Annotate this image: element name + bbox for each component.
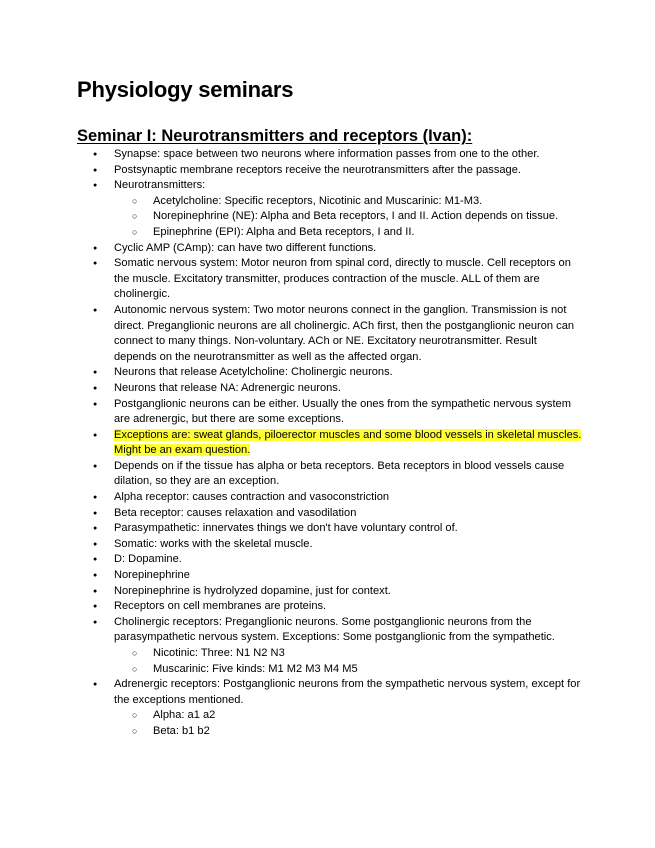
list-item-text: Cyclic AMP (CAmp): can have two different functions.: [114, 241, 377, 254]
list-item: [77, 599, 582, 615]
list-item-text: Neurons that release NA: Adrenergic neurons.: [114, 381, 341, 394]
list-item-text: Postganglionic neurons can be either. Usually the ones from the sympathetic nervous system are adrenergic, but there are some exceptions.: [114, 397, 571, 426]
sub-list-item: [114, 646, 582, 662]
list-item-text: Neurotransmitters:: [114, 179, 206, 192]
sub-list: [114, 708, 582, 739]
notes-list: [77, 147, 582, 740]
list-item: [77, 677, 582, 739]
sub-list-item-text: Nicotinic: Three: N1 N2 N3: [153, 647, 285, 659]
sub-list-item-text: Norepinephrine (NE): Alpha and Beta receptors, I and II. Action depends on tissue.: [153, 210, 559, 223]
sub-list-item-text: Acetylcholine: Specific receptors, Nicotinic and Muscarinic: M1-M3.: [153, 194, 483, 207]
list-item-text: Receptors on cell membranes are proteins.: [114, 600, 327, 613]
list-item: [77, 506, 582, 522]
sub-list-item: [114, 225, 582, 241]
list-item: [77, 490, 582, 506]
sub-list-item: [114, 662, 582, 678]
list-item: [77, 537, 582, 553]
list-item-text: Alpha receptor: causes contraction and vasoconstriction: [114, 491, 390, 504]
list-item-text: Autonomic nervous system: Two motor neurons connect in the ganglion. Transmission is not direct. Preganglionic neurons are all cholinergic. ACh first, then the postganglionic neuron can connect to many things. Non-voluntary. ACh or NE. Excitatory neurotransmitter. Result depends on the neurotransmitter as well as the affected organ.: [114, 303, 575, 363]
section-heading: Seminar I: Neurotransmitters and receptors (Ivan):: [77, 127, 473, 145]
list-item-text: Synapse: space between two neurons where information passes from one to the other.: [114, 148, 540, 160]
sub-list-item: [114, 724, 582, 740]
list-item-text: Adrenergic receptors: Postganglionic neurons from the sympathetic nervous system, except for the exceptions mentioned.: [114, 678, 581, 706]
sub-list-item: [114, 194, 582, 210]
list-item-text: D: Dopamine.: [114, 553, 182, 566]
list-item: [77, 428, 582, 459]
sub-list-item: [114, 209, 582, 225]
list-item: [77, 584, 582, 600]
page-title: Physiology seminars: [77, 77, 294, 102]
sub-list: [114, 646, 582, 677]
list-item-text: Cholinergic receptors: Preganglionic neurons. Some postganglionic neurons from the parasympathetic nervous system. Exceptions: Some postganglionic from the sympathetic.: [114, 615, 555, 644]
list-item-text: Norepinephrine is hydrolyzed dopamine, just for context.: [114, 584, 391, 597]
list-item: [77, 256, 582, 303]
list-item: [77, 178, 582, 240]
list-item: [77, 397, 582, 428]
list-item: [77, 241, 582, 257]
list-item-text: Depends on if the tissue has alpha or beta receptors. Beta receptors in blood vessels cause dilation, so they are an exception.: [114, 459, 565, 488]
list-item: [77, 459, 582, 490]
list-item-text: Beta receptor: causes relaxation and vasodilation: [114, 506, 357, 519]
list-item: [77, 552, 582, 568]
list-item-text: Postsynaptic membrane receptors receive the neurotransmitters after the passage.: [114, 163, 521, 176]
sub-list-item-text: Beta: b1 b2: [153, 724, 210, 737]
list-item: [77, 303, 582, 365]
list-item-text: Somatic: works with the skeletal muscle.: [114, 537, 313, 550]
list-item-text: Parasympathetic: innervates things we don't have voluntary control of.: [114, 522, 458, 535]
list-item-text: Norepinephrine: [114, 569, 190, 582]
list-item: [77, 615, 582, 677]
list-item-text: Somatic nervous system: Motor neuron from spinal cord, directly to muscle. Cell receptors on the muscle. Excitatory transmitter, produces contraction of the muscle. ALL of them are cholinergic.: [114, 257, 571, 301]
list-item-text: Neurons that release Acetylcholine: Cholinergic neurons.: [114, 366, 393, 379]
list-item: [77, 163, 582, 179]
list-item: [77, 568, 582, 584]
list-item: [77, 365, 582, 381]
list-item: [77, 147, 582, 163]
sub-list-item-text: Muscarinic: Five kinds: M1 M2 M3 M4 M5: [153, 662, 358, 675]
list-item: [77, 381, 582, 397]
sub-list-item: [114, 708, 582, 724]
sub-list: [114, 194, 582, 241]
sub-list-item-text: Alpha: a1 a2: [153, 709, 216, 722]
highlighted-text: Exceptions are: sweat glands, piloerector muscles and some blood vessels in skeletal muscles. Might be an exam question.: [114, 428, 582, 457]
sub-list-item-text: Epinephrine (EPI): Alpha and Beta receptors, I and II.: [153, 225, 415, 238]
list-item: [77, 521, 582, 537]
